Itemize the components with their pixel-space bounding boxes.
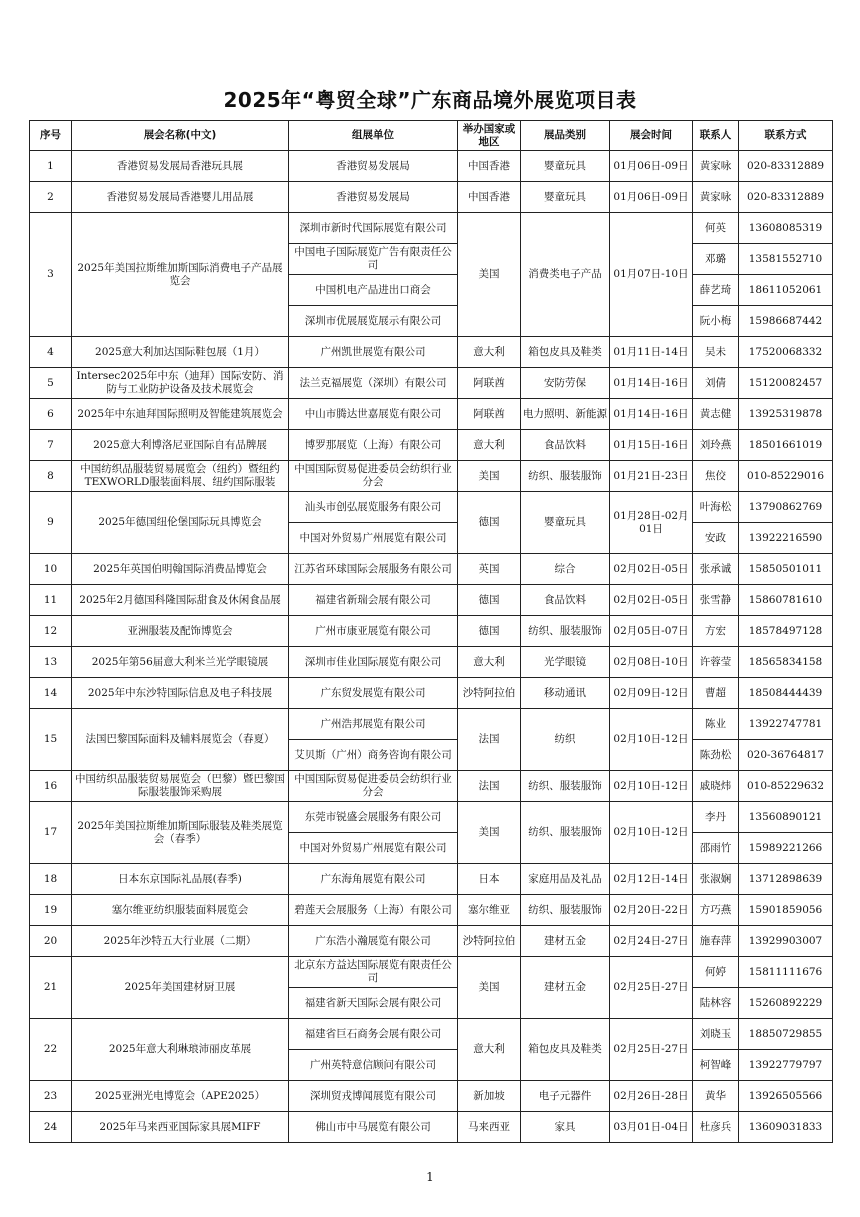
cell-country: 马来西亚 <box>458 1112 521 1143</box>
cell-contact-phone: 13929903007 <box>739 926 833 957</box>
cell-category: 电子元器件 <box>521 1081 610 1112</box>
cell-category: 消费类电子产品 <box>521 213 610 337</box>
cell-organizer: 汕头市创弘展览服务有限公司 <box>289 492 458 523</box>
cell-exhibition-name: 中国纺织品服装贸易展览会（巴黎）暨巴黎国际服装服饰采购展 <box>72 771 289 802</box>
cell-exhibition-name: 2025意大利博洛尼亚国际自有品牌展 <box>72 430 289 461</box>
cell-organizer: 中国对外贸易广州展览有限公司 <box>289 523 458 554</box>
cell-date: 01月14日-16日 <box>610 368 693 399</box>
cell-contact-phone: 13790862769 <box>739 492 833 523</box>
table-row <box>30 151 833 182</box>
cell-date: 01月15日-16日 <box>610 430 693 461</box>
cell-exhibition-name: 2025年美国拉斯维加斯国际服装及鞋类展览会（春季） <box>72 802 289 864</box>
cell-date: 01月06日-09日 <box>610 182 693 213</box>
cell-country: 美国 <box>458 957 521 1019</box>
cell-country: 中国香港 <box>458 151 521 182</box>
cell-date: 02月25日-27日 <box>610 957 693 1019</box>
cell-contact-phone: 13581552710 <box>739 244 833 275</box>
table-row <box>30 585 833 616</box>
table-row <box>30 182 833 213</box>
cell-date: 01月07日-10日 <box>610 213 693 337</box>
cell-organizer: 碧莲天会展服务（上海）有限公司 <box>289 895 458 926</box>
cell-contact-person: 刘倩 <box>693 368 739 399</box>
table-row <box>30 337 833 368</box>
cell-contact-phone: 18508444439 <box>739 678 833 709</box>
table-row <box>30 554 833 585</box>
cell-contact-phone: 020-36764817 <box>739 740 833 771</box>
cell-exhibition-name: 2025意大利加达国际鞋包展（1月） <box>72 337 289 368</box>
cell-category: 纺织、服装服饰 <box>521 771 610 802</box>
cell-contact-phone: 18578497128 <box>739 616 833 647</box>
cell-country: 美国 <box>458 461 521 492</box>
cell-category: 建材五金 <box>521 926 610 957</box>
cell-contact-phone: 15901859056 <box>739 895 833 926</box>
cell-country: 阿联酋 <box>458 368 521 399</box>
cell-date: 03月01日-04日 <box>610 1112 693 1143</box>
cell-date: 01月06日-09日 <box>610 151 693 182</box>
cell-contact-phone: 15860781610 <box>739 585 833 616</box>
cell-organizer: 深圳市新时代国际展览有限公司 <box>289 213 458 244</box>
cell-contact-phone: 15120082457 <box>739 368 833 399</box>
table-row <box>30 213 833 244</box>
cell-contact-phone: 020-83312889 <box>739 182 833 213</box>
cell-contact-phone: 13608085319 <box>739 213 833 244</box>
cell-country: 法国 <box>458 709 521 771</box>
cell-country: 英国 <box>458 554 521 585</box>
cell-contact-person: 张淑娴 <box>693 864 739 895</box>
page-number: 1 <box>426 1170 434 1184</box>
cell-contact-phone: 17520068332 <box>739 337 833 368</box>
cell-date: 02月24日-27日 <box>610 926 693 957</box>
cell-contact-phone: 13922779797 <box>739 1050 833 1081</box>
cell-exhibition-name: 香港贸易发展局香港婴儿用品展 <box>72 182 289 213</box>
cell-category: 食品饮料 <box>521 585 610 616</box>
cell-organizer: 中国国际贸易促进委员会纺织行业分会 <box>289 461 458 492</box>
cell-organizer: 深圳市优展展览展示有限公司 <box>289 306 458 337</box>
cell-exhibition-name: 2025年美国拉斯维加斯国际消费电子产品展览会 <box>72 213 289 337</box>
cell-organizer: 广东贸发展览有限公司 <box>289 678 458 709</box>
cell-organizer: 艾贝斯（广州）商务咨询有限公司 <box>289 740 458 771</box>
table-row <box>30 1019 833 1050</box>
cell-exhibition-name: Intersec2025年中东（迪拜）国际安防、消防与工业防护设备及技术展览会 <box>72 368 289 399</box>
cell-serial: 8 <box>30 461 72 492</box>
cell-country: 美国 <box>458 802 521 864</box>
cell-serial: 9 <box>30 492 72 554</box>
cell-contact-person: 何英 <box>693 213 739 244</box>
cell-contact-phone: 18850729855 <box>739 1019 833 1050</box>
cell-organizer: 广州英特意信顾问有限公司 <box>289 1050 458 1081</box>
cell-serial: 19 <box>30 895 72 926</box>
cell-organizer: 广州凯世展览有限公司 <box>289 337 458 368</box>
cell-serial: 22 <box>30 1019 72 1081</box>
cell-serial: 3 <box>30 213 72 337</box>
cell-contact-phone: 15989221266 <box>739 833 833 864</box>
cell-contact-phone: 13560890121 <box>739 802 833 833</box>
cell-serial: 10 <box>30 554 72 585</box>
cell-date: 02月08日-10日 <box>610 647 693 678</box>
cell-category: 纺织 <box>521 709 610 771</box>
cell-contact-phone: 13925319878 <box>739 399 833 430</box>
cell-serial: 2 <box>30 182 72 213</box>
cell-category: 婴童玩具 <box>521 492 610 554</box>
cell-exhibition-name: 2025年中东沙特国际信息及电子科技展 <box>72 678 289 709</box>
cell-serial: 1 <box>30 151 72 182</box>
cell-category: 纺织、服装服饰 <box>521 461 610 492</box>
cell-category: 食品饮料 <box>521 430 610 461</box>
cell-country: 沙特阿拉伯 <box>458 926 521 957</box>
cell-contact-phone: 15850501011 <box>739 554 833 585</box>
cell-exhibition-name: 法国巴黎国际面料及辅料展览会（春夏） <box>72 709 289 771</box>
header-organizer: 组展单位 <box>289 121 458 151</box>
cell-country: 意大利 <box>458 430 521 461</box>
cell-date: 02月02日-05日 <box>610 585 693 616</box>
cell-exhibition-name: 2025年英国伯明翰国际消费品博览会 <box>72 554 289 585</box>
cell-contact-phone: 13926505566 <box>739 1081 833 1112</box>
cell-exhibition-name: 香港贸易发展局香港玩具展 <box>72 151 289 182</box>
cell-organizer: 广州浩邦展览有限公司 <box>289 709 458 740</box>
cell-contact-person: 邓璐 <box>693 244 739 275</box>
cell-organizer: 中山市腾达世嘉展览有限公司 <box>289 399 458 430</box>
cell-country: 意大利 <box>458 337 521 368</box>
table-row <box>30 864 833 895</box>
cell-serial: 13 <box>30 647 72 678</box>
cell-organizer: 广东浩小瀚展览有限公司 <box>289 926 458 957</box>
cell-contact-person: 方宏 <box>693 616 739 647</box>
cell-date: 02月02日-05日 <box>610 554 693 585</box>
cell-category: 移动通讯 <box>521 678 610 709</box>
cell-exhibition-name: 2025年中东迪拜国际照明及智能建筑展览会 <box>72 399 289 430</box>
cell-organizer: 中国国际贸易促进委员会纺织行业分会 <box>289 771 458 802</box>
cell-category: 箱包皮具及鞋类 <box>521 1019 610 1081</box>
cell-exhibition-name: 塞尔维亚纺织服装面料展览会 <box>72 895 289 926</box>
cell-category: 电力照明、新能源 <box>521 399 610 430</box>
cell-date: 01月28日-02月01日 <box>610 492 693 554</box>
cell-organizer: 深圳贸戎博闻展览有限公司 <box>289 1081 458 1112</box>
cell-contact-person: 叶海松 <box>693 492 739 523</box>
cell-contact-phone: 15811111676 <box>739 957 833 988</box>
cell-date: 02月25日-27日 <box>610 1019 693 1081</box>
cell-organizer: 福建省新瑞会展有限公司 <box>289 585 458 616</box>
table-row <box>30 461 833 492</box>
cell-organizer: 北京东方益达国际展览有限责任公司 <box>289 957 458 988</box>
cell-contact-phone: 15260892229 <box>739 988 833 1019</box>
cell-organizer: 香港贸易发展局 <box>289 182 458 213</box>
cell-serial: 6 <box>30 399 72 430</box>
cell-serial: 20 <box>30 926 72 957</box>
header-contact-phone: 联系方式 <box>739 121 833 151</box>
cell-contact-person: 张雪静 <box>693 585 739 616</box>
cell-organizer: 博罗那展览（上海）有限公司 <box>289 430 458 461</box>
document-title: 2025年“粤贸全球”广东商品境外展览项目表 <box>223 88 637 112</box>
cell-contact-person: 邵雨竹 <box>693 833 739 864</box>
cell-serial: 4 <box>30 337 72 368</box>
cell-date: 01月11日-14日 <box>610 337 693 368</box>
cell-exhibition-name: 2025年德国纽伦堡国际玩具博览会 <box>72 492 289 554</box>
cell-organizer: 东莞市锐盛会展服务有限公司 <box>289 802 458 833</box>
table-row <box>30 1081 833 1112</box>
cell-date: 01月21日-23日 <box>610 461 693 492</box>
cell-category: 纺织、服装服饰 <box>521 616 610 647</box>
cell-country: 新加坡 <box>458 1081 521 1112</box>
table-row <box>30 399 833 430</box>
cell-country: 塞尔维亚 <box>458 895 521 926</box>
cell-contact-person: 戚晓炜 <box>693 771 739 802</box>
cell-contact-person: 许蓉莹 <box>693 647 739 678</box>
cell-organizer: 福建省新天国际会展有限公司 <box>289 988 458 1019</box>
cell-contact-phone: 18501661019 <box>739 430 833 461</box>
cell-category: 综合 <box>521 554 610 585</box>
table-row <box>30 957 833 988</box>
cell-date: 02月05日-07日 <box>610 616 693 647</box>
cell-contact-person: 黄志健 <box>693 399 739 430</box>
cell-date: 02月10日-12日 <box>610 771 693 802</box>
cell-country: 意大利 <box>458 647 521 678</box>
table-row <box>30 647 833 678</box>
cell-date: 01月14日-16日 <box>610 399 693 430</box>
cell-date: 02月26日-28日 <box>610 1081 693 1112</box>
cell-contact-phone: 15986687442 <box>739 306 833 337</box>
header-exhibition-name: 展会名称(中文) <box>72 121 289 151</box>
cell-serial: 24 <box>30 1112 72 1143</box>
cell-serial: 14 <box>30 678 72 709</box>
table-row <box>30 771 833 802</box>
cell-contact-person: 何婷 <box>693 957 739 988</box>
cell-contact-person: 黄家咏 <box>693 151 739 182</box>
cell-country: 日本 <box>458 864 521 895</box>
cell-contact-person: 焦佼 <box>693 461 739 492</box>
table-row <box>30 1112 833 1143</box>
cell-exhibition-name: 2025亚洲光电博览会（APE2025） <box>72 1081 289 1112</box>
cell-date: 02月09日-12日 <box>610 678 693 709</box>
cell-contact-phone: 13712898639 <box>739 864 833 895</box>
cell-exhibition-name: 2025年沙特五大行业展（二期） <box>72 926 289 957</box>
header-date: 展会时间 <box>610 121 693 151</box>
exhibition-table <box>29 120 833 1143</box>
header-serial: 序号 <box>30 121 72 151</box>
cell-exhibition-name: 日本东京国际礼品展(春季) <box>72 864 289 895</box>
cell-serial: 23 <box>30 1081 72 1112</box>
cell-exhibition-name: 2025年2月德国科隆国际甜食及休闲食品展 <box>72 585 289 616</box>
cell-serial: 5 <box>30 368 72 399</box>
table-row <box>30 616 833 647</box>
cell-country: 德国 <box>458 492 521 554</box>
cell-category: 箱包皮具及鞋类 <box>521 337 610 368</box>
cell-organizer: 法兰克福展览（深圳）有限公司 <box>289 368 458 399</box>
cell-country: 法国 <box>458 771 521 802</box>
cell-organizer: 福建省巨石商务会展有限公司 <box>289 1019 458 1050</box>
cell-date: 02月20日-22日 <box>610 895 693 926</box>
cell-exhibition-name: 2025年美国建材厨卫展 <box>72 957 289 1019</box>
cell-serial: 18 <box>30 864 72 895</box>
cell-contact-person: 黄家咏 <box>693 182 739 213</box>
table-row <box>30 895 833 926</box>
cell-contact-person: 陈业 <box>693 709 739 740</box>
cell-serial: 21 <box>30 957 72 1019</box>
table-body <box>30 151 833 1143</box>
cell-contact-person: 薛艺琦 <box>693 275 739 306</box>
cell-category: 家庭用品及礼品 <box>521 864 610 895</box>
cell-contact-phone: 13922216590 <box>739 523 833 554</box>
cell-contact-person: 曹超 <box>693 678 739 709</box>
cell-category: 纺织、服装服饰 <box>521 895 610 926</box>
cell-category: 纺织、服装服饰 <box>521 802 610 864</box>
cell-contact-person: 柯智峰 <box>693 1050 739 1081</box>
cell-contact-person: 安政 <box>693 523 739 554</box>
cell-organizer: 江苏省环球国际会展服务有限公司 <box>289 554 458 585</box>
cell-contact-person: 杜彦兵 <box>693 1112 739 1143</box>
table-row <box>30 802 833 833</box>
cell-date: 02月10日-12日 <box>610 802 693 864</box>
cell-organizer: 广州市康亚展览有限公司 <box>289 616 458 647</box>
cell-country: 美国 <box>458 213 521 337</box>
header-category: 展品类别 <box>521 121 610 151</box>
cell-contact-phone: 010-85229632 <box>739 771 833 802</box>
cell-contact-person: 陈劲松 <box>693 740 739 771</box>
cell-serial: 15 <box>30 709 72 771</box>
cell-contact-phone: 010-85229016 <box>739 461 833 492</box>
cell-organizer: 中国电子国际展览广告有限责任公司 <box>289 244 458 275</box>
cell-organizer: 佛山市中马展览有限公司 <box>289 1112 458 1143</box>
cell-serial: 7 <box>30 430 72 461</box>
cell-serial: 11 <box>30 585 72 616</box>
cell-serial: 16 <box>30 771 72 802</box>
table-header-row <box>30 121 833 151</box>
cell-contact-person: 刘晓玉 <box>693 1019 739 1050</box>
table-row <box>30 678 833 709</box>
table-row <box>30 430 833 461</box>
cell-contact-person: 刘玲燕 <box>693 430 739 461</box>
cell-organizer: 广东海角展览有限公司 <box>289 864 458 895</box>
cell-contact-person: 李丹 <box>693 802 739 833</box>
cell-category: 婴童玩具 <box>521 151 610 182</box>
cell-category: 安防劳保 <box>521 368 610 399</box>
cell-contact-phone: 18565834158 <box>739 647 833 678</box>
cell-organizer: 香港贸易发展局 <box>289 151 458 182</box>
cell-country: 德国 <box>458 585 521 616</box>
cell-country: 意大利 <box>458 1019 521 1081</box>
cell-country: 德国 <box>458 616 521 647</box>
header-country: 举办国家或地区 <box>458 121 521 151</box>
cell-country: 沙特阿拉伯 <box>458 678 521 709</box>
cell-contact-person: 黄华 <box>693 1081 739 1112</box>
cell-organizer: 深圳市佳业国际展览有限公司 <box>289 647 458 678</box>
table-row <box>30 492 833 523</box>
cell-country: 中国香港 <box>458 182 521 213</box>
cell-serial: 17 <box>30 802 72 864</box>
cell-category: 家具 <box>521 1112 610 1143</box>
cell-organizer: 中国机电产品进出口商会 <box>289 275 458 306</box>
cell-category: 婴童玩具 <box>521 182 610 213</box>
cell-exhibition-name: 亚洲服装及配饰博览会 <box>72 616 289 647</box>
table-row <box>30 709 833 740</box>
cell-exhibition-name: 2025年意大利琳琅沛丽皮革展 <box>72 1019 289 1081</box>
cell-contact-person: 吴未 <box>693 337 739 368</box>
cell-contact-phone: 13922747781 <box>739 709 833 740</box>
cell-contact-person: 施春萍 <box>693 926 739 957</box>
cell-contact-person: 陆林容 <box>693 988 739 1019</box>
cell-country: 阿联酋 <box>458 399 521 430</box>
header-contact-person: 联系人 <box>693 121 739 151</box>
cell-date: 02月12日-14日 <box>610 864 693 895</box>
cell-date: 02月10日-12日 <box>610 709 693 771</box>
cell-serial: 12 <box>30 616 72 647</box>
cell-contact-person: 阮小梅 <box>693 306 739 337</box>
cell-organizer: 中国对外贸易广州展览有限公司 <box>289 833 458 864</box>
table-row <box>30 368 833 399</box>
cell-exhibition-name: 2025年第56届意大利米兰光学眼镜展 <box>72 647 289 678</box>
cell-exhibition-name: 2025年马来西亚国际家具展MIFF <box>72 1112 289 1143</box>
cell-contact-person: 方巧燕 <box>693 895 739 926</box>
cell-contact-phone: 13609031833 <box>739 1112 833 1143</box>
cell-contact-phone: 020-83312889 <box>739 151 833 182</box>
table-row <box>30 926 833 957</box>
cell-category: 光学眼镜 <box>521 647 610 678</box>
cell-contact-phone: 18611052061 <box>739 275 833 306</box>
cell-contact-person: 张承诚 <box>693 554 739 585</box>
cell-exhibition-name: 中国纺织品服装贸易展览会（纽约）暨纽约TEXWORLD服装面料展、纽约国际服装 <box>72 461 289 492</box>
cell-category: 建材五金 <box>521 957 610 1019</box>
